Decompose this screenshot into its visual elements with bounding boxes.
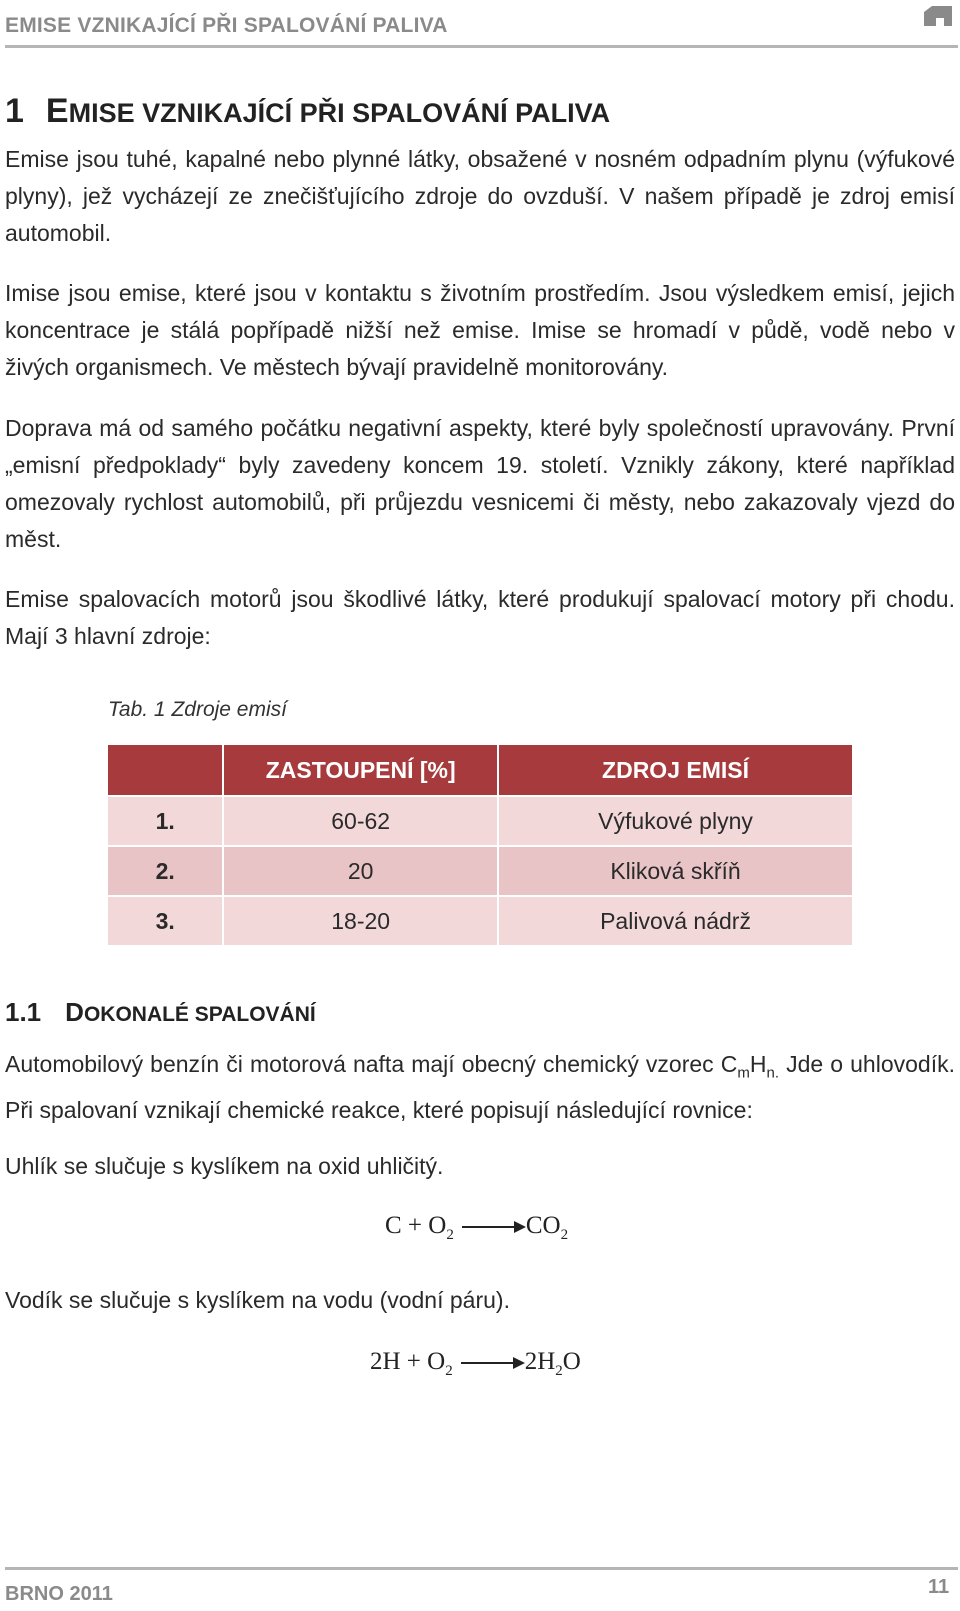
table-header-cell: ZASTOUPENÍ [%] (224, 745, 499, 795)
formula-sub-n: n. (766, 1064, 779, 1082)
paragraph-zdroje: Emise spalovacích motorů jsou škodlivé látky, které produkují spalovací motory při chodu. Mají 3 hlavní zdroje: (5, 586, 955, 649)
eq1-left-sub: 2 (446, 1227, 454, 1243)
formula-intro: Automobilový benzín či motorová nafta mají obecný chemický vzorec C (5, 1051, 738, 1077)
equation-carbon (385, 1212, 568, 1244)
chapter-title-initial: E (45, 92, 69, 130)
chapter-heading (5, 92, 610, 131)
header-rule (5, 45, 958, 48)
eq2-right: 2H (524, 1348, 556, 1375)
row-number: 1. (108, 795, 224, 845)
table-header-row (108, 745, 852, 795)
paragraph-doprava: Doprava má od samého počátku negativní aspekty, které byly společností upravovány. První „emisní předpoklady“ byly zavedeny koncem 19. století. Vznikly zákony, které například omezovaly rychlost automobilů, při průjezdu vesnicemi či městy, nebo zakazovaly vjezd do měst. (5, 415, 955, 552)
table-row (108, 895, 852, 945)
eq2-left: 2H + O (370, 1348, 446, 1375)
chapter-title-rest: MISE VZNIKAJÍCÍ PŘI SPALOVÁNÍ PALIVA (68, 98, 611, 128)
eq1-right-sub: 2 (560, 1227, 569, 1243)
share-cell: 20 (224, 845, 499, 895)
paragraph-emise: Emise jsou tuhé, kapalné nebo plynné látky, obsažené v nosném odpadním plynu (výfukové plyny), jež vycházejí ze znečišťujícího zdroje do ovzduší. V našem případě je zdroj emisí automobil. (5, 146, 955, 246)
equation-hydrogen (370, 1348, 581, 1380)
paragraph-hydrogen: Vodík se slučuje s kyslíkem na vodu (vodní páru). (5, 1287, 510, 1313)
footer-place-year: BRNO 2011 (5, 1583, 113, 1605)
eq2-right-sub: 2 (555, 1363, 563, 1379)
paragraph-imise: Imise jsou emise, které jsou v kontaktu s životním prostředím. Jsou výsledkem emisí, jejich koncentrace je stálá popřípadě nižší než emise. Imise se hromadí v půdě, vodě nebo v živých organismech. Ve městech bývají pravidelně monitorovány. (5, 280, 955, 380)
reaction-arrow-icon (462, 1226, 524, 1228)
formula-after: Jde o uhlovodík. Při spalovaní vznikají chemické reakce, které popisují následující rovnice: (5, 1051, 955, 1123)
formula-sub-m: m (737, 1064, 750, 1082)
source-cell: Palivová nádrž (499, 895, 852, 945)
table-header-cell: ZDROJ EMISÍ (499, 745, 852, 795)
table-header-cell (108, 745, 224, 795)
share-cell: 18-20 (224, 895, 499, 945)
eq2-right-tail: O (562, 1348, 581, 1375)
logo-icon (922, 4, 954, 30)
section-title-rest: OKONALÉ SPALOVÁNÍ (83, 1003, 316, 1026)
footer-rule (5, 1567, 958, 1570)
page-number: 11 (928, 1576, 950, 1598)
eq2-left-sub: 2 (445, 1363, 453, 1379)
section-heading (5, 997, 316, 1028)
reaction-arrow-icon (461, 1362, 523, 1364)
section-title-initial: D (65, 997, 84, 1027)
eq1-right: CO (525, 1212, 561, 1239)
running-title: EMISE VZNIKAJÍCÍ PŘI SPALOVÁNÍ PALIVA (5, 14, 448, 37)
eq1-left: C + O (385, 1212, 447, 1239)
emission-sources-table (108, 745, 852, 945)
paragraph-formula (5, 1046, 955, 1129)
source-cell: Výfukové plyny (499, 795, 852, 845)
section-number: 1.1 (5, 997, 42, 1027)
source-cell: Kliková skříň (499, 845, 852, 895)
running-header (5, 12, 955, 52)
row-number: 3. (108, 895, 224, 945)
table-row (108, 795, 852, 845)
formula-h: H (749, 1051, 767, 1077)
chapter-number: 1 (5, 92, 24, 130)
row-number: 2. (108, 845, 224, 895)
share-cell: 60-62 (224, 795, 499, 845)
paragraph-carbon: Uhlík se slučuje s kyslíkem na oxid uhličitý. (5, 1153, 444, 1179)
table-row (108, 845, 852, 895)
table-caption: Tab. 1 Zdroje emisí (108, 698, 287, 721)
